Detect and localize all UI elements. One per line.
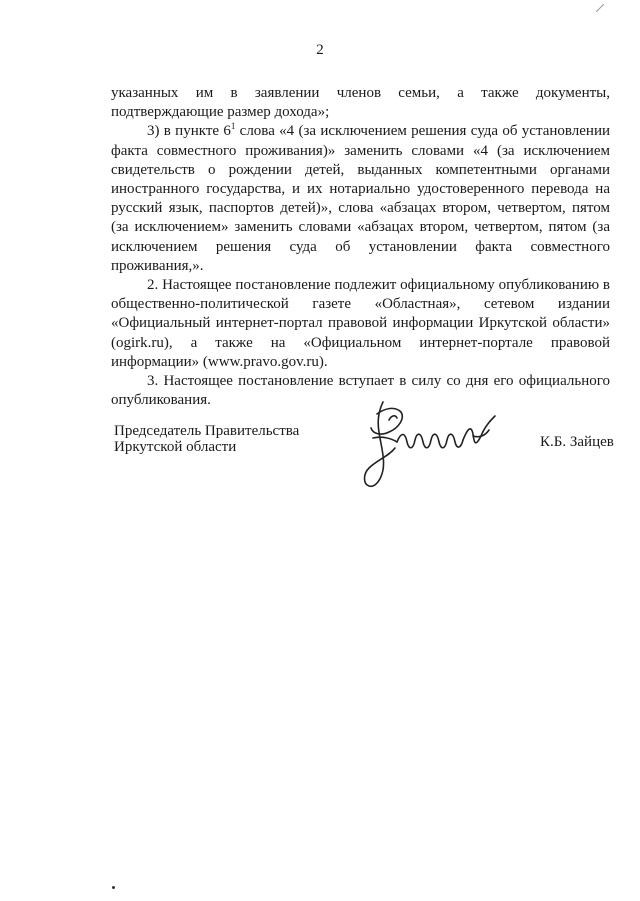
page-number: 2 <box>316 42 324 58</box>
paragraph-item-3-rest: слова «4 (за исключением решения суда об установлении факта совместного проживания)» заменить словами «4 (за исключением свидетельств о рождении детей, выданных компетентными органами иностранного государства, и их нотариально удостоверенного перевода на русский язык, паспортов детей)», слова «абзацах втором, четвертом, пятом (за исключением» заменить словами «абзацах втором, четвертом, пятом (за исключением решения суда об установлении факта совместного проживания,». <box>111 123 611 274</box>
signatory-title <box>114 423 299 455</box>
document-body <box>111 84 610 410</box>
signatory-title-line-2: Иркутской области <box>114 439 237 455</box>
signatory-title-line-1: Председатель Правительства <box>114 423 300 439</box>
paragraph-item-3 <box>111 122 610 276</box>
corner-scan-mark <box>596 4 604 12</box>
paragraph-item-3-start: 3) в пункте 6 <box>147 123 231 140</box>
paragraph-continuation: указанных им в заявлении членов семьи, а также документы, подтверждающие размер дохода»; <box>111 85 610 121</box>
paragraph-publication: 2. Настоящее постановление подлежит официальному опубликованию в общественно-политической газете «Областная», сетевом издании «Официальный интернет-портал правовой информации Иркутской области» (ogirk.ru), а также на «Официальном интернет-портале правовой информации» (www.pravo.gov.ru). <box>111 277 610 370</box>
superscript-index: 1 <box>230 121 236 132</box>
scan-dot-mark <box>112 886 115 889</box>
signatory-name: К.Б. Зайцев <box>540 434 614 450</box>
paragraph-effective-date: 3. Настоящее постановление вступает в силу со дня его официального опубликования. <box>111 373 610 409</box>
handwritten-signature <box>355 396 500 496</box>
